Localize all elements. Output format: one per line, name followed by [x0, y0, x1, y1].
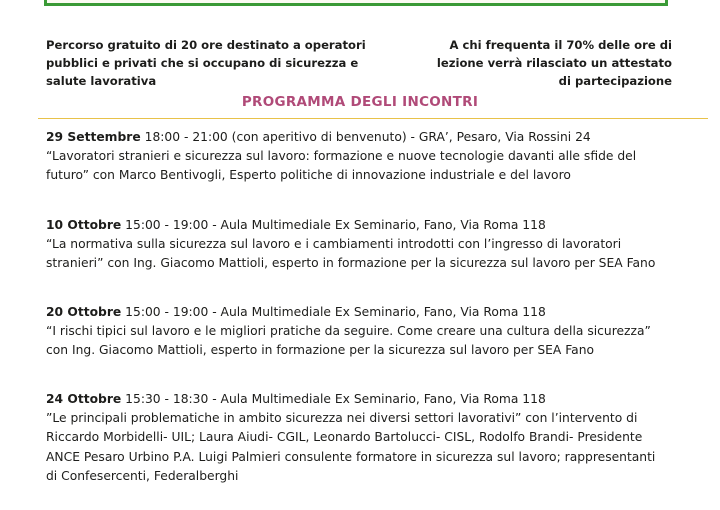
event-details: 18:00 - 21:00 (con aperitivo di benvenuto) - GRA’, Pesaro, Via Rossini 24 — [140, 130, 591, 144]
event-date: 29 Settembre — [46, 130, 141, 144]
section-title: PROGRAMMA DEGLI INCONTRI — [241, 94, 479, 110]
event-item — [46, 216, 696, 274]
certificate-info: A chi frequenta il 70% delle ore di lezione verrà rilasciato un attestato di partecipazione — [436, 38, 672, 88]
event-item — [46, 390, 696, 486]
event-header — [46, 128, 696, 147]
event-item — [46, 303, 696, 361]
event-description: “La normativa sulla sicurezza sul lavoro e i cambiamenti introdotti con l’ingresso di lavoratori stranieri” con Ing. Giacomo Mattioli, esperto in formazione per la sicurezza sul lavoro per SEA Fano — [46, 237, 656, 271]
event-details: 15:00 - 19:00 - Aula Multimediale Ex Seminario, Fano, Via Roma 118 — [121, 305, 546, 319]
event-details: 15:00 - 19:00 - Aula Multimediale Ex Seminario, Fano, Via Roma 118 — [121, 218, 546, 232]
event-description: ”Le principali problematiche in ambito sicurezza nei diversi settori lavorativi” con l’intervento di Riccardo Morbidelli- UIL; Laura Aiudi- CGIL, Leonardo Bartolucci- CISL, Rodolfo Brandi- Presidente ANCE Pesaro Urbino P.A. Luigi Palmieri consulente formatore in sicurezza sul lavoro; rappresentanti di Confesercenti, Federalberghi — [46, 411, 656, 483]
event-header — [46, 390, 696, 409]
event-date: 20 Ottobre — [46, 305, 122, 319]
event-item — [46, 128, 696, 186]
course-info: Percorso gratuito di 20 ore destinato a operatori pubblici e privati che si occupano di sicurezza e salute lavorativa — [46, 38, 366, 88]
event-description: “I rischi tipici sul lavoro e le migliori pratiche da seguire. Come creare una cultura della sicurezza” con Ing. Giacomo Mattioli, esperto in formazione per la sicurezza sul lavoro per SEA Fano — [46, 324, 651, 358]
event-header — [46, 303, 696, 322]
event-description: “Lavoratori stranieri e sicurezza sul lavoro: formazione e nuove tecnologie davanti alle sfide del futuro” con Marco Bentivogli, Esperto politiche di innovazione industriale e del lavoro — [46, 149, 637, 183]
event-details: 15:30 - 18:30 - Aula Multimediale Ex Seminario, Fano, Via Roma 118 — [121, 392, 546, 406]
section-divider — [38, 118, 708, 119]
event-header — [46, 216, 696, 235]
header-banner — [44, 0, 668, 6]
event-date: 10 Ottobre — [46, 218, 122, 232]
event-date: 24 Ottobre — [46, 392, 122, 406]
